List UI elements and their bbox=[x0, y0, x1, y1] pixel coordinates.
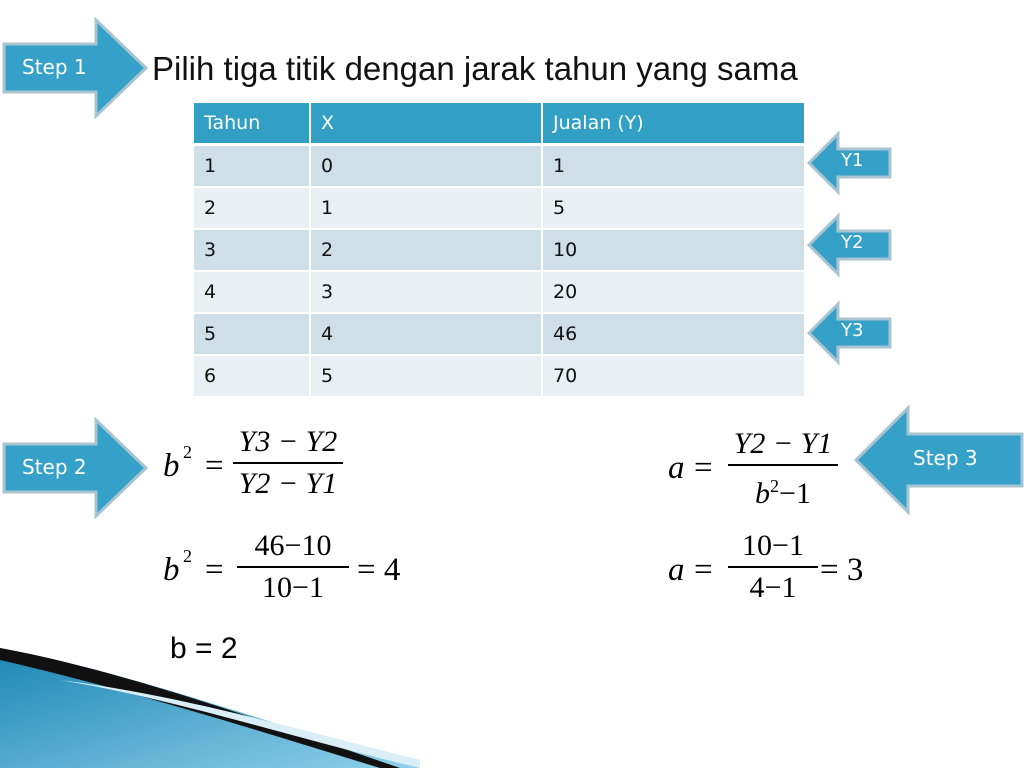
a-fraction bbox=[728, 426, 838, 512]
y1-label: Y1 bbox=[841, 150, 864, 171]
calc-numerator: 46−10 bbox=[254, 529, 332, 562]
step3-calculation bbox=[668, 528, 888, 620]
cell: 4 bbox=[194, 271, 310, 313]
b-variable: b bbox=[755, 476, 771, 510]
header-jualan: Jualan (Y) bbox=[542, 103, 805, 145]
a-variable: a bbox=[668, 450, 685, 486]
cell: 2 bbox=[310, 229, 542, 271]
fraction-bar bbox=[728, 464, 838, 466]
b-exponent: 2 bbox=[183, 442, 192, 462]
step2-calculation bbox=[163, 528, 423, 620]
cell: 10 bbox=[542, 229, 805, 271]
cell: 5 bbox=[194, 313, 310, 355]
calc-fraction bbox=[237, 528, 349, 606]
calc-numerator: 10−1 bbox=[742, 529, 804, 562]
header-x: X bbox=[310, 103, 542, 145]
table-row bbox=[194, 271, 805, 313]
cell: 6 bbox=[194, 355, 310, 397]
table-row bbox=[194, 187, 805, 229]
fraction-bar bbox=[728, 566, 818, 568]
page-heading: Pilih tiga titik dengan jarak tahun yang sama bbox=[152, 50, 798, 87]
equals-sign: = bbox=[694, 552, 713, 588]
table-row bbox=[194, 145, 805, 188]
step1-label: Step 1 bbox=[22, 55, 87, 79]
equals-sign: = bbox=[694, 450, 713, 486]
cell: 0 bbox=[310, 145, 542, 188]
step3-formula bbox=[668, 428, 848, 520]
calc-result: = 3 bbox=[820, 552, 864, 588]
b-variable: b bbox=[163, 448, 180, 484]
cell: 1 bbox=[310, 187, 542, 229]
step2-formula bbox=[163, 425, 363, 518]
cell: 5 bbox=[542, 187, 805, 229]
calc-denominator: 10−1 bbox=[262, 570, 324, 604]
fraction-bar bbox=[233, 462, 343, 464]
fraction-numerator: Y2 − Y1 bbox=[733, 427, 833, 460]
calc-result: = 4 bbox=[357, 552, 401, 588]
cell: 5 bbox=[310, 355, 542, 397]
data-table bbox=[194, 103, 806, 398]
step2-label: Step 2 bbox=[22, 455, 87, 479]
cell: 1 bbox=[542, 145, 805, 188]
table-row bbox=[194, 355, 805, 397]
equals-sign: = bbox=[205, 552, 224, 588]
cell: 2 bbox=[194, 187, 310, 229]
a-variable: a bbox=[668, 552, 685, 588]
b-variable: b bbox=[163, 552, 180, 588]
calc-denominator: 4−1 bbox=[749, 570, 797, 604]
table-header-row bbox=[194, 103, 805, 145]
step3-label: Step 3 bbox=[913, 446, 978, 470]
minus-one: −1 bbox=[779, 476, 811, 510]
header-tahun: Tahun bbox=[194, 103, 310, 145]
fraction-denominator bbox=[728, 468, 838, 512]
cell: 46 bbox=[542, 313, 805, 355]
calc-fraction bbox=[728, 528, 818, 606]
b-exponent: 2 bbox=[183, 546, 192, 566]
y2-label: Y2 bbox=[841, 232, 864, 253]
b-exponent: 2 bbox=[770, 475, 780, 496]
y3-label: Y3 bbox=[841, 320, 864, 341]
cell: 1 bbox=[194, 145, 310, 188]
b-squared-fraction bbox=[233, 424, 343, 502]
table-row bbox=[194, 313, 805, 355]
b-result: b = 2 bbox=[170, 632, 238, 665]
table-row bbox=[194, 229, 805, 271]
fraction-denominator: Y2 − Y1 bbox=[238, 466, 338, 500]
cell: 20 bbox=[542, 271, 805, 313]
fraction-numerator: Y3 − Y2 bbox=[238, 425, 338, 458]
cell: 3 bbox=[194, 229, 310, 271]
fraction-bar bbox=[237, 566, 349, 568]
cell: 70 bbox=[542, 355, 805, 397]
cell: 3 bbox=[310, 271, 542, 313]
cell: 4 bbox=[310, 313, 542, 355]
equals-sign: = bbox=[205, 448, 224, 484]
